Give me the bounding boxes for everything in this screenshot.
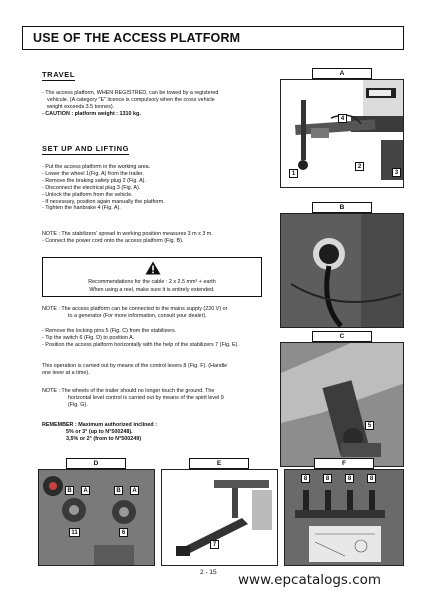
note-line: NOTE : The stabilizers' spread in working position measures 3 m x 3 m.	[42, 231, 213, 237]
figure-e-photo	[161, 469, 278, 566]
callout-3: 3	[392, 168, 401, 177]
figure-b-photo	[280, 213, 404, 328]
callout-8: 8	[323, 474, 332, 483]
remember-line: 3,5% or 2° (from to N°500249)	[66, 435, 142, 442]
figure-label: C	[312, 331, 372, 342]
figure-label: A	[312, 68, 372, 79]
callout-8: 8	[345, 474, 354, 483]
para-line: This operation is carried out by means of the control levers 8 (Fig. F). (Handle	[42, 363, 228, 369]
setup-step: - If necessary, position again manually the platform.	[42, 198, 165, 205]
callout-6: 6	[119, 528, 128, 537]
figure-label: E	[189, 458, 249, 469]
setup-step: - Unlock the platform from the vehicle.	[42, 191, 133, 198]
setup-step: - Remove the braking safety plug 2 (Fig. A).	[42, 177, 146, 184]
setup-step: - Position the access platform horizontally with the help of the stabilizers 7 (Fig. E).	[42, 341, 239, 348]
note-line: to a generator (For more information, consult your dealer).	[68, 312, 207, 319]
watermark-url[interactable]: www.epcatalogs.com	[238, 572, 382, 588]
figure-label: D	[66, 458, 126, 469]
para-line: one lever at a time).	[42, 369, 90, 376]
callout-a: A	[130, 486, 139, 495]
callout-8: 8	[367, 474, 376, 483]
callout-7: 7	[210, 540, 219, 549]
figure-a-photo	[280, 79, 404, 188]
warning-line: When using a reel, make sure it is entirely extended.	[89, 287, 215, 293]
figure-c-photo	[280, 342, 404, 467]
figure-c	[280, 331, 404, 467]
callout-b: B	[114, 486, 123, 495]
setup-steps	[42, 164, 277, 212]
figure-a	[280, 68, 404, 188]
setup-step: - Disconnect the electrical plug.3 (Fig. A).	[42, 184, 141, 191]
note-line: NOTE : The access platform can be connected to the mains supply (220 V) or	[42, 306, 228, 312]
remember-title: REMEMBER : Maximum authorized inclined :	[42, 422, 158, 428]
figure-f	[284, 458, 404, 566]
setup-step: - Remove the locking pins 5 (Fig. C) from the stabilizers.	[42, 328, 177, 334]
stabilizer-note	[42, 231, 282, 245]
callout-2: 2	[355, 162, 364, 171]
setup-step: - Lower the wheel 1(Fig. A) from the trailer.	[42, 170, 144, 177]
setup-step: - Tip the switch 6 (Fig. D) to position A.	[42, 334, 135, 341]
figure-label: F	[314, 458, 374, 469]
figure-label: B	[312, 202, 372, 213]
note-line: NOTE : The wheels of the trailer should no longer touch the ground. The	[42, 388, 215, 394]
travel-heading: TRAVEL	[42, 70, 76, 79]
callout-b: B	[65, 486, 74, 495]
setup-step: - Put the access platform in the working area.	[42, 164, 151, 170]
page-number: 2 - 15	[200, 569, 217, 576]
figure-b	[280, 202, 404, 328]
callout-a: A	[81, 486, 90, 495]
travel-text	[42, 90, 277, 118]
travel-line: - The access platform, WHEN REGISTRED, can be towed by a registered	[42, 90, 219, 96]
manual-page	[22, 26, 404, 582]
level-note	[42, 388, 287, 409]
travel-line: vehicule. (A category "E" licence is compulsory when the cross vehicle	[47, 96, 215, 103]
mains-note	[42, 306, 287, 320]
figure-d-photo	[38, 469, 155, 566]
figure-e	[161, 458, 278, 566]
figure-d	[38, 458, 155, 566]
callout-1: 1	[289, 169, 298, 178]
note-line: (Fig. G).	[68, 401, 88, 408]
warning-triangle-icon	[145, 261, 161, 275]
cable-warning-box	[42, 257, 262, 297]
remember-line: 5% or 3° (up to N°500248).	[66, 428, 133, 435]
page-header	[22, 26, 404, 50]
callout-8: 8	[301, 474, 310, 483]
travel-line: weight exceeds 3.5 tonnes).	[47, 103, 115, 110]
remember-block	[42, 422, 287, 443]
callout-11: 11	[69, 528, 80, 537]
note-line: - Connect the power cord onto the access platform (Fig. B).	[42, 237, 184, 244]
page-title: USE OF THE ACCESS PLATFORM	[33, 31, 241, 45]
warning-line: Recommendations for the cable : 2 x 2.5 mm² + earth	[88, 279, 216, 285]
setup-heading: SET UP AND LIFTING	[42, 144, 130, 153]
note-line: horizontal level control is carried out by means of the spirit level 9	[68, 394, 224, 401]
figure-f-photo	[284, 469, 404, 566]
setup-step: - Tighten the hanbrake 4 (Fig. A).	[42, 205, 121, 212]
callout-4: 4	[338, 114, 347, 123]
setup-steps-2	[42, 328, 292, 349]
control-levers-para	[42, 363, 287, 377]
travel-caution: - CAUTION : platform weight : 1310 kg.	[42, 110, 141, 117]
callout-5: 5	[365, 421, 374, 430]
